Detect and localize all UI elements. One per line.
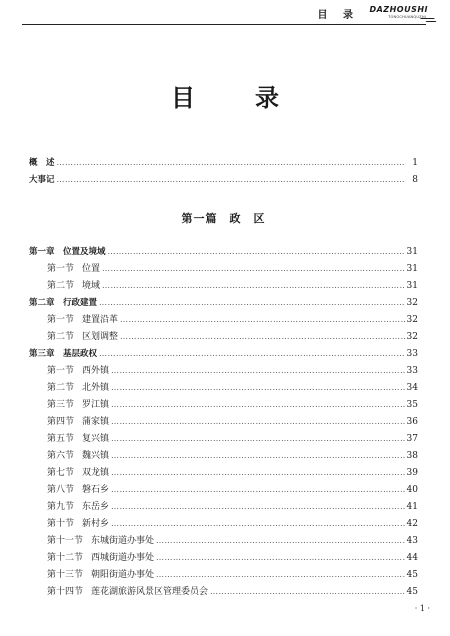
section-number: 第八节 [47, 485, 75, 495]
table-of-contents [29, 154, 418, 600]
section-page: 32 [406, 332, 418, 342]
section-number: 第一节 [47, 315, 75, 325]
toc-section[interactable] [29, 260, 418, 277]
header-brand: DAZHOUSHI [369, 5, 428, 14]
toc-chapter[interactable] [29, 294, 418, 311]
section-page: 42 [406, 519, 418, 529]
leader-dots [57, 171, 406, 188]
section-page: 44 [406, 553, 418, 563]
header-title: 目 录 [317, 10, 359, 21]
leader-dots [99, 345, 405, 362]
section-page: 35 [406, 400, 418, 410]
section-number: 第十节 [47, 519, 75, 529]
section-number: 第九节 [47, 502, 75, 512]
section-label [29, 397, 109, 414]
section-page: 45 [406, 587, 418, 597]
leader-dots [111, 481, 405, 498]
section-title: 北外镇 [82, 383, 110, 393]
leader-dots [111, 464, 405, 481]
section-label [29, 261, 100, 278]
header-ornament [415, 18, 435, 26]
section-label [29, 567, 154, 584]
section-page: 45 [406, 570, 418, 580]
toc-section[interactable] [29, 362, 418, 379]
section-number: 第一节 [47, 366, 75, 376]
section-number: 第十一节 [47, 536, 84, 546]
toc-section[interactable] [29, 277, 418, 294]
section-label [29, 550, 154, 567]
leader-dots [156, 532, 405, 549]
toc-entry-page: 1 [412, 158, 418, 168]
section-title: 魏兴镇 [82, 451, 110, 461]
section-number: 第二节 [47, 332, 75, 342]
section-title: 西外镇 [82, 366, 110, 376]
section-number: 第五节 [47, 434, 75, 444]
chapter-label: 第三章 基层政权 [29, 349, 98, 359]
page-title: 目 录 [171, 84, 297, 112]
toc-section[interactable] [29, 549, 418, 566]
section-label [29, 584, 208, 601]
section-title: 区划调整 [82, 332, 119, 342]
part-heading: 第一篇 政 区 [181, 212, 266, 225]
section-label [29, 312, 118, 329]
section-title: 东岳乡 [82, 502, 110, 512]
toc-entry-page: 8 [412, 175, 418, 185]
section-title: 莲花湖旅游风景区管理委员会 [91, 587, 209, 597]
chapter-page: 31 [406, 247, 418, 257]
section-label [29, 278, 100, 295]
toc-section[interactable] [29, 396, 418, 413]
toc-section[interactable] [29, 328, 418, 345]
toc-section[interactable] [29, 498, 418, 515]
leader-dots [111, 430, 405, 447]
toc-section[interactable] [29, 447, 418, 464]
section-number: 第二节 [47, 383, 75, 393]
section-page: 31 [406, 264, 418, 274]
toc-entry-overview[interactable] [29, 154, 418, 171]
section-page: 32 [406, 315, 418, 325]
toc-entry-label: 大事记 [29, 175, 55, 185]
section-number: 第十二节 [47, 553, 84, 563]
section-label [29, 448, 109, 465]
toc-section[interactable] [29, 481, 418, 498]
toc-section[interactable] [29, 566, 418, 583]
section-label [29, 431, 109, 448]
chapter-list [29, 243, 418, 600]
toc-entry-label: 概 述 [29, 158, 55, 168]
section-title: 西城街道办事处 [91, 553, 155, 563]
toc-chapter[interactable] [29, 243, 418, 260]
section-page: 34 [406, 383, 418, 393]
section-page: 40 [406, 485, 418, 495]
leader-dots [111, 447, 405, 464]
section-number: 第十四节 [47, 587, 84, 597]
section-title: 位置 [82, 264, 101, 274]
leader-dots [120, 311, 405, 328]
leader-dots [111, 362, 405, 379]
section-page: 36 [406, 417, 418, 427]
section-page: 37 [406, 434, 418, 444]
section-page: 41 [406, 502, 418, 512]
leader-dots [102, 260, 405, 277]
section-label [29, 516, 109, 533]
toc-section[interactable] [29, 311, 418, 328]
section-title: 磐石乡 [82, 485, 110, 495]
section-title: 境域 [82, 281, 101, 291]
section-label [29, 465, 109, 482]
section-title: 新村乡 [82, 519, 110, 529]
chapter-label: 第一章 位置及境域 [29, 247, 106, 257]
leader-dots [99, 294, 405, 311]
leader-dots [111, 498, 405, 515]
section-page: 38 [406, 451, 418, 461]
section-number: 第十三节 [47, 570, 84, 580]
section-title: 双龙镇 [82, 468, 110, 478]
header-ornament-line [426, 21, 437, 22]
section-title: 罗江镇 [82, 400, 110, 410]
section-number: 第七节 [47, 468, 75, 478]
toc-section[interactable] [29, 532, 418, 549]
section-page: 39 [406, 468, 418, 478]
chapter-page: 32 [406, 298, 418, 308]
section-label [29, 482, 109, 499]
section-number: 第六节 [47, 451, 75, 461]
section-title: 蒲家镇 [82, 417, 110, 427]
leader-dots [111, 515, 405, 532]
leader-dots [156, 566, 405, 583]
page-number: · 1 · [414, 604, 430, 613]
leader-dots [120, 328, 405, 345]
section-number: 第二节 [47, 281, 75, 291]
chapter-label: 第二章 行政建置 [29, 298, 98, 308]
section-number: 第三节 [47, 400, 75, 410]
section-page: 31 [406, 281, 418, 291]
leader-dots [111, 396, 405, 413]
section-label [29, 499, 109, 516]
section-label [29, 533, 154, 550]
section-title: 朝阳街道办事处 [91, 570, 155, 580]
leader-dots [210, 583, 405, 600]
section-label [29, 363, 109, 380]
section-label [29, 329, 118, 346]
section-title: 东城街道办事处 [91, 536, 155, 546]
header-brand-sub: TONGCHUANQUZHI [388, 15, 426, 19]
leader-dots [111, 379, 405, 396]
toc-section[interactable] [29, 464, 418, 481]
toc-chapter[interactable] [29, 345, 418, 362]
section-label [29, 414, 109, 431]
section-title: 复兴镇 [82, 434, 110, 444]
section-number: 第四节 [47, 417, 75, 427]
leader-dots [156, 549, 405, 566]
section-label [29, 380, 109, 397]
toc-section[interactable] [29, 515, 418, 532]
leader-dots [108, 243, 405, 260]
toc-section[interactable] [29, 430, 418, 447]
leader-dots [57, 154, 406, 171]
toc-section[interactable] [29, 379, 418, 396]
header-rule [22, 24, 426, 25]
section-title: 建置沿革 [82, 315, 119, 325]
section-number: 第一节 [47, 264, 75, 274]
chapter-page: 33 [406, 349, 418, 359]
leader-dots [102, 277, 405, 294]
leader-dots [111, 413, 405, 430]
section-page: 33 [406, 366, 418, 376]
toc-section[interactable] [29, 413, 418, 430]
toc-entry-chronicle[interactable] [29, 171, 418, 188]
running-header [0, 0, 450, 26]
toc-section[interactable] [29, 583, 418, 600]
section-page: 43 [406, 536, 418, 546]
